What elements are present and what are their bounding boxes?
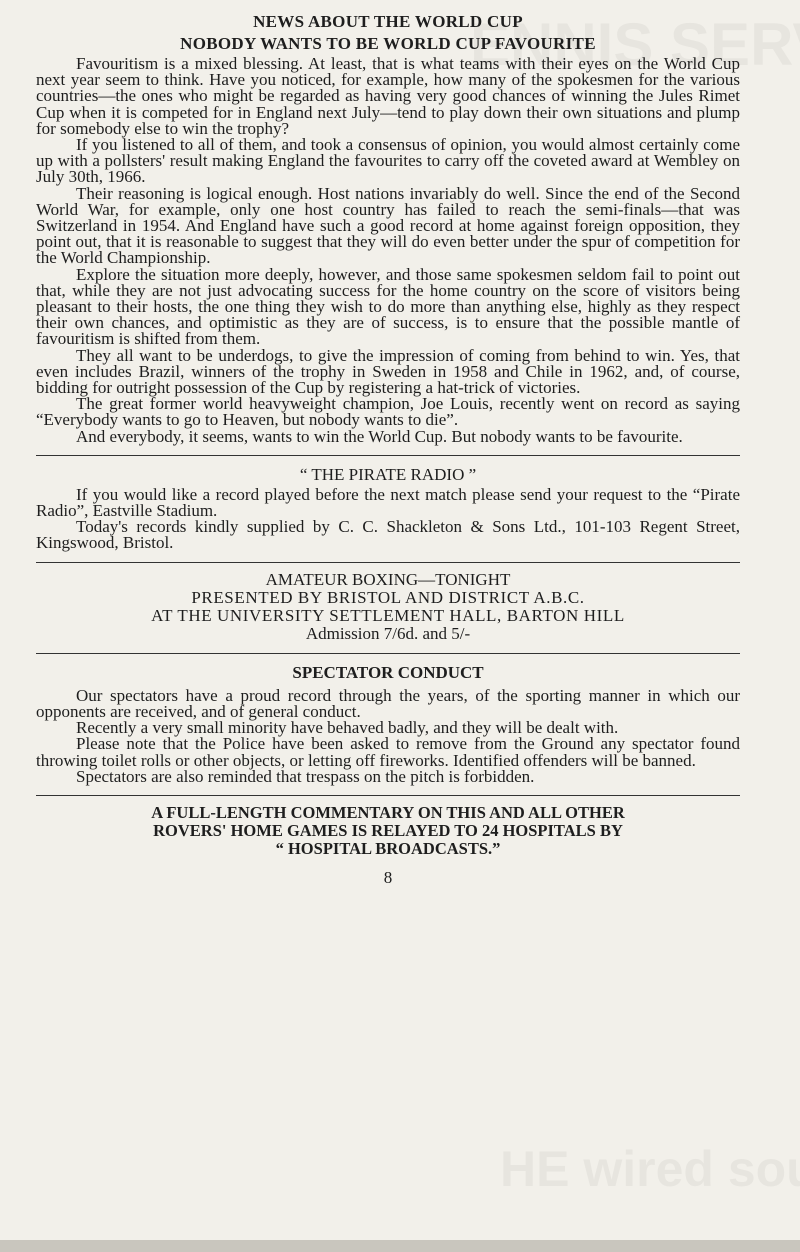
article-subheading: NOBODY WANTS TO BE WORLD CUP FAVOURITE xyxy=(180,34,596,53)
divider xyxy=(36,653,740,654)
pirate-radio-paragraph: Today's records kindly supplied by C. C. Shackleton & Sons Ltd., 101-103 Regent Street, Kingswood, Bristol. xyxy=(36,517,740,553)
spectator-conduct-notice xyxy=(36,662,740,785)
footer-line: A FULL-LENGTH COMMENTARY ON THIS AND ALL OTHER xyxy=(151,802,625,822)
conduct-heading: SPECTATOR CONDUCT xyxy=(292,662,484,682)
article-paragraph: The great former world heavyweight champion, Joe Louis, recently went on record as saying “Everybody wants to go to Heaven, but nobody wants to die”. xyxy=(36,394,740,430)
article-paragraph: Their reasoning is logical enough. Host nations invariably do well. Since the end of the Second World War, for example, only one host country has failed to reach the semi-finals—that was Switzerland in 1954. And England have such a good record at home against foreign opposition, they point out, that it is reasonable to suggest that they will do even better under the spur of competition for the World Championship. xyxy=(36,183,740,268)
pirate-radio-paragraph: If you would like a record played before the next match please send your request to the “Pirate Radio”, Eastville Stadium. xyxy=(36,484,740,521)
boxing-notice xyxy=(36,571,740,643)
conduct-paragraph: Recently a very small minority have behaved badly, and they will be dealt with. xyxy=(76,718,619,738)
pirate-radio-notice xyxy=(36,464,740,552)
boxing-admission: Admission 7/6d. and 5/- xyxy=(305,623,471,643)
programme-page xyxy=(36,8,740,888)
article-heading: NEWS ABOUT THE WORLD CUP xyxy=(253,12,523,31)
boxing-presenter: PRESENTED BY BRISTOL AND DISTRICT A.B.C. xyxy=(191,587,585,607)
conduct-paragraph: Our spectators have a proud record through the years, of the sporting manner in which our opponents are received, and of general conduct. xyxy=(36,685,740,721)
page-number: 8 xyxy=(383,867,393,887)
pirate-radio-heading: “ THE PIRATE RADIO ” xyxy=(299,464,477,484)
boxing-heading: AMATEUR BOXING—TONIGHT xyxy=(265,569,511,589)
hospital-broadcasts-notice xyxy=(36,804,740,858)
article-paragraph: They all want to be underdogs, to give the impression of coming from behind to win. Yes, that even includes Brazil, winners of the trophy in Sweden in 1958 and Chile in 1962, and, of course, bidding for outright possession of the Cup by registering a hat-trick of victories. xyxy=(36,345,740,398)
footer-line: ROVERS' HOME GAMES IS RELAYED TO 24 HOSPITALS BY xyxy=(153,820,623,840)
world-cup-article xyxy=(36,11,740,445)
article-paragraph: And everybody, it seems, wants to win the World Cup. But nobody wants to be favourite. xyxy=(76,426,683,446)
show-through-text-bottom xyxy=(500,1140,800,1198)
divider xyxy=(36,455,740,456)
page-edge xyxy=(0,1240,800,1252)
divider xyxy=(36,562,740,563)
article-paragraph: If you listened to all of them, and took a consensus of opinion, you would almost certainly come up with a pollsters' result making England the favourites to carry off the coveted award at Wembley on July 30th, 1966. xyxy=(36,135,740,187)
article-paragraph: Explore the situation more deeply, however, and those same spokesmen seldom fail to point out that, while they are not just advocating success for the home country on the score of visitors being pleasant to their hosts, the one thing they wish to do more than anything else, highly as they respect their own chances, and optimistic as they are of success, is to ensure that the possible mantle of favouritism is shifted from them. xyxy=(36,264,740,349)
divider xyxy=(36,795,740,796)
footer-line: “ HOSPITAL BROADCASTS.” xyxy=(275,838,501,858)
conduct-paragraph: Spectators are also reminded that trespass on the pitch is forbidden. xyxy=(76,766,535,786)
article-paragraph: Favouritism is a mixed blessing. At least, that is what teams with their eyes on the World Cup next year seem to think. Have you noticed, for example, how many of the spokesmen for the various countries—the ones who might be regarded as having very good chances of winning the Jules Rimet Cup when it is competed for in England next July—tend to play down their own situations and plump for somebody else to win the trophy? xyxy=(36,54,740,138)
conduct-paragraph: Please note that the Police have been asked to remove from the Ground any spectator found throwing toilet rolls or other objects, or letting off fireworks. Identified offenders will be banned. xyxy=(36,734,740,770)
boxing-venue: AT THE UNIVERSITY SETTLEMENT HALL, BARTON HILL xyxy=(151,605,625,625)
